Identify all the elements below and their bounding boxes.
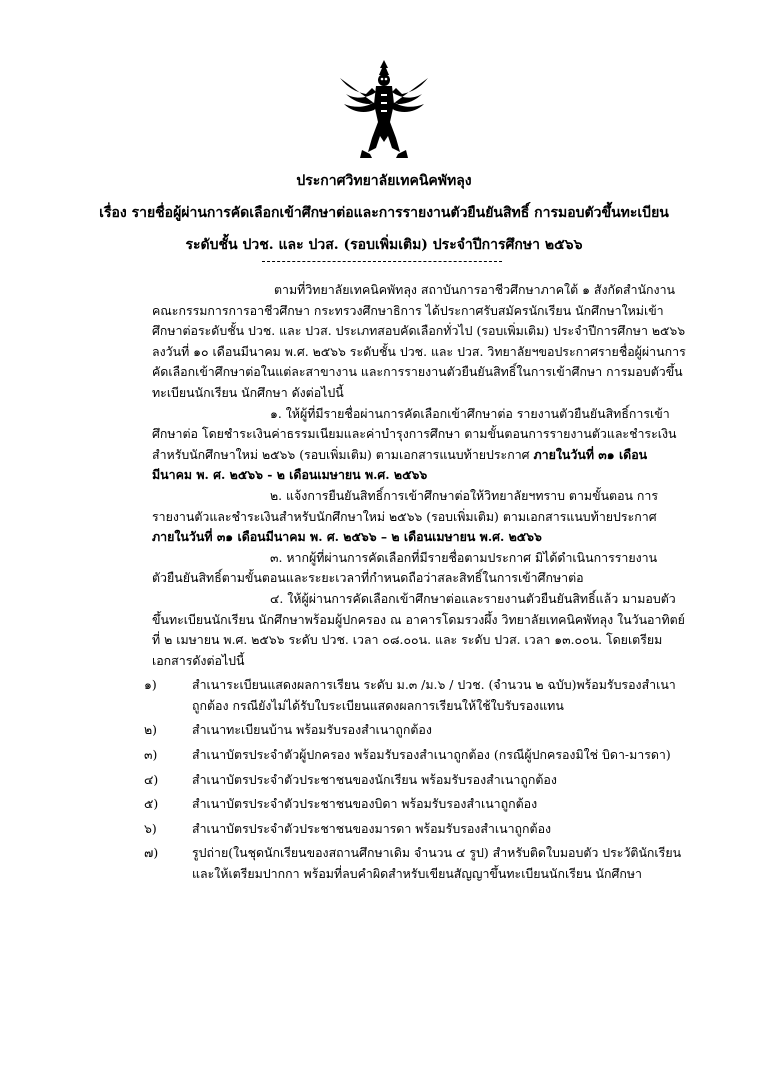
list-item-number: ๕)	[144, 796, 159, 812]
list-item-text: สำเนาบัตรประจำตัวประชาชนของนักเรียน พร้อมรับรองสำเนาถูกต้อง	[192, 771, 557, 787]
list-item-text: สำเนาบัตรประจำตัวประชาชนของบิดา พร้อมรับรองสำเนาถูกต้อง	[192, 796, 538, 812]
list-item-number: ๖)	[144, 820, 157, 836]
list-item	[144, 770, 687, 791]
announcement-title: ประกาศวิทยาลัยเทคนิคพัทลุง	[296, 173, 472, 189]
list-item-text: รูปถ่าย(ในชุดนักเรียนของสถานศึกษาเดิม จำนวน ๔ รูป) สำหรับติดใบมอบตัว ประวัตินักเรียน และให้เตรียมปากกา พร้อมที่ลบคำผิดสำหรับเขียนสัญญาขึ้นทะเบียนนักเรียน นักศึกษา	[192, 845, 682, 882]
title-divider	[262, 261, 502, 262]
item-1-paragraph	[152, 404, 687, 486]
item-4-paragraph: ๔. ให้ผู้ผ่านการคัดเลือกเข้าศึกษาต่อและรายงานตัวยืนยันสิทธิ์แล้ว มามอบตัว ขึ้นทะเบียนนักเรียน นักศึกษาพร้อมผู้ปกครอง ณ อาคารโดมรวงผึ้ง วิทยาลัยเทคนิคพัทลุง ในวันอาทิตย์ที่ ๒ เมษายน พ.ศ. ๒๕๖๖ ระดับ ปวช. เวลา ๐๘.๐๐น. และ ระดับ ปวส. เวลา ๑๓.๐๐น. โดยเตรียมเอกสารดังต่อไปนี้	[152, 590, 685, 668]
documents-list	[144, 675, 687, 884]
list-item-text: สำเนาระเบียนแสดงผลการเรียน ระดับ ม.๓ /ม.๖ / ปวช. (จำนวน ๒ ฉบับ)พร้อมรับรองสำเนาถูกต้อง กรณียังไม่ได้รับใบระเบียนแสดงผลการเรียนให้ใช้ใบรับรองแทน	[192, 677, 676, 713]
announcement-body	[144, 280, 687, 889]
list-item-number: ๒)	[144, 722, 158, 738]
subject-line-2: ระดับชั้น ปวช. และ ปวส. (รอบเพิ่มเติม) ประจำปีการศึกษา ๒๕๖๖	[185, 237, 583, 253]
item-1-deadline: ภายในวันที่ ๓๑ เดือนมีนาคม พ. ศ. ๒๕๖๖ - ๒ เดือนเมษายน พ.ศ. ๒๕๖๖	[152, 446, 648, 483]
list-item-number: ๑)	[144, 677, 157, 693]
intro-paragraph: ตามที่วิทยาลัยเทคนิคพัทลุง สถาบันการอาชีวศึกษาภาคใต้ ๑ สังกัดสำนักงานคณะกรรมการการอาชีวศึกษา กระทรวงศึกษาธิการ ได้ประกาศรับสมัครนักเรียน นักศึกษาใหม่เข้าศึกษาต่อระดับชั้น ปวช. และ ปวส. ประเภทสอบคัดเลือกทั่วไป (รอบเพิ่มเติม) ประจำปีการศึกษา ๒๕๖๖ ลงวันที่ ๑๐ เดือนมีนาคม พ.ศ. ๒๕๖๖ ระดับชั้น ปวช. และ ปวส. วิทยาลัยฯขอประกาศรายชื่อผู้ผ่านการคัดเลือกเข้าศึกษาต่อในแต่ละสาขางาน และการรายงานตัวยืนยันสิทธิ์ในการเข้าศึกษา การมอบตัวขึ้นทะเบียนนักเรียน นักศึกษา ดังต่อไปนี้	[152, 282, 686, 400]
item-2-text: ๒. แจ้งการยืนยันสิทธิ์การเข้าศึกษาต่อให้วิทยาลัยฯทราบ ตามขั้นตอน การรายงานตัวและชำระเงินสำหรับนักศึกษาใหม่ ๒๕๖๖ (รอบเพิ่มเติม) ตามเอกสารแนบท้ายประกาศ	[152, 487, 659, 524]
list-item	[144, 819, 687, 840]
list-item	[144, 794, 687, 815]
list-item-text: สำเนาทะเบียนบ้าน พร้อมรับรองสำเนาถูกต้อง	[192, 722, 432, 738]
item-1-text: ๑. ให้ผู้ที่มีรายชื่อผ่านการคัดเลือกเข้าศึกษาต่อ รายงานตัวยืนยันสิทธิ์การเข้าศึกษาต่อ โดยชำระเงินค่าธรรมเนียมและค่าบำรุงการศึกษา ตามขั้นตอนการรายงานตัวและชำระเงินสำหรับนักศึกษาใหม่ ๒๕๖๖ (รอบเพิ่มเติม) ตามเอกสารแนบท้ายประกาศ	[152, 405, 677, 462]
list-item	[144, 675, 687, 716]
list-item	[144, 720, 687, 741]
list-item	[144, 745, 687, 766]
list-item	[144, 843, 687, 884]
list-item-text: สำเนาบัตรประจำตัวผู้ปกครอง พร้อมรับรองสำเนาถูกต้อง (กรณีผู้ปกครองมิใช่ บิดา-มารดา)	[192, 747, 671, 763]
list-item-number: ๗)	[144, 845, 159, 861]
item-3-paragraph: ๓. หากผู้ที่ผ่านการคัดเลือกที่มีรายชื่อตามประกาศ มิได้ดำเนินการรายงานตัวยืนยันสิทธิ์ตามขั้นตอนและระยะเวลาที่กำหนดถือว่าสละสิทธิ์ในการเข้าศึกษาต่อ	[152, 549, 658, 586]
item-2-paragraph	[152, 486, 687, 548]
list-item-number: ๔)	[144, 771, 159, 787]
garuda-emblem-icon	[338, 58, 430, 158]
list-item-text: สำเนาบัตรประจำตัวประชาชนของมารดา พร้อมรับรองสำเนาถูกต้อง	[192, 820, 552, 836]
list-item-number: ๓)	[144, 747, 158, 763]
subject-line: เรื่อง รายชื่อผู้ผ่านการคัดเลือกเข้าศึกษาต่อและการรายงานตัวยืนยันสิทธิ์ การมอบตัวขึ้นทะเบียน	[99, 205, 669, 221]
item-2-deadline: ภายในวันที่ ๓๑ เดือนมีนาคม พ. ศ. ๒๕๖๖ – ๒ เดือนเมษายน พ.ศ. ๒๕๖๖	[152, 529, 542, 545]
